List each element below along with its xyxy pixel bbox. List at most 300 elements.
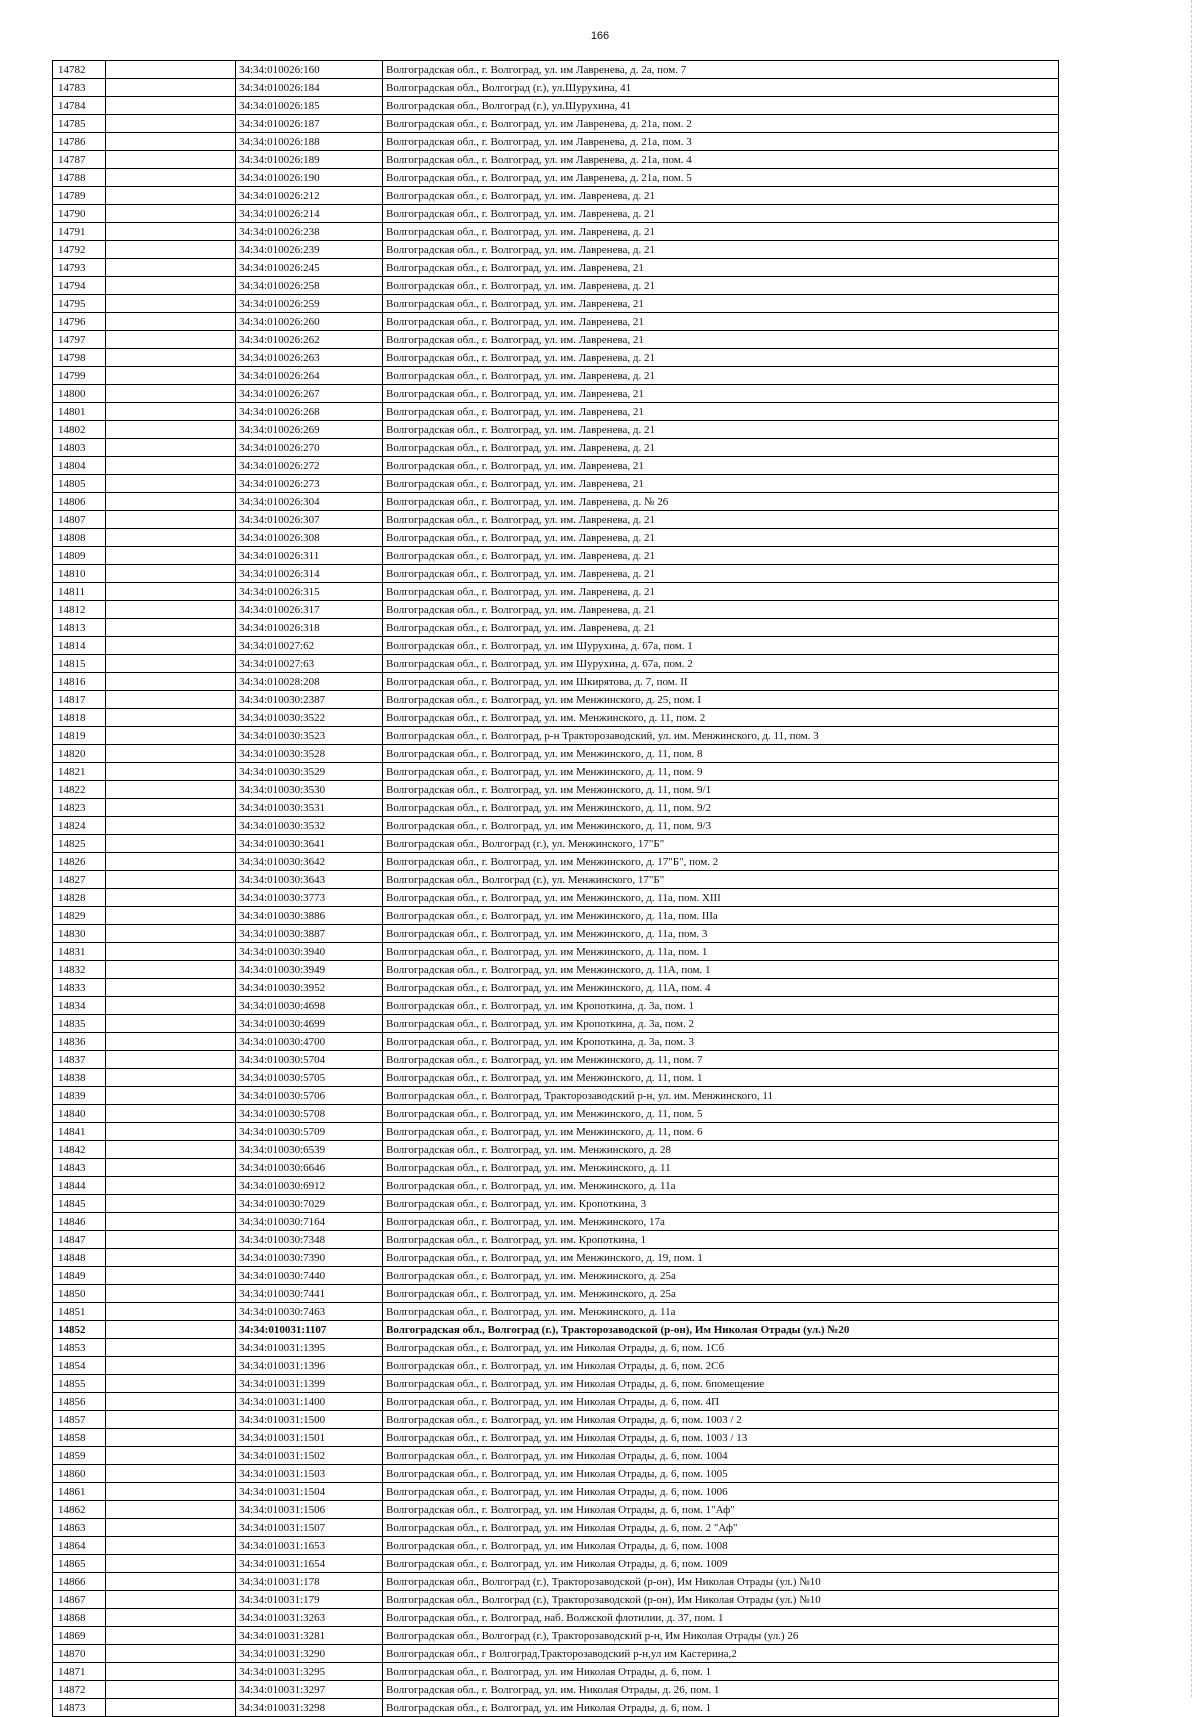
address-cell: Волгоградская обл., г. Волгоград, ул. им. Лавренева, 21	[383, 331, 1059, 349]
cadastral-number-cell: 34:34:010031:1502	[236, 1447, 383, 1465]
empty-cell	[106, 1087, 236, 1105]
address-cell: Волгоградская обл., г. Волгоград, ул. им Менжинского, д. 11, пом. 1	[383, 1069, 1059, 1087]
table-row	[53, 1519, 1059, 1537]
address-cell: Волгоградская обл., Волгоград (г.), ул.Шурухина, 41	[383, 97, 1059, 115]
row-number-cell: 14803	[53, 439, 106, 457]
table-row	[53, 1393, 1059, 1411]
cadastral-number-cell: 34:34:010026:239	[236, 241, 383, 259]
table-row	[53, 601, 1059, 619]
address-cell: Волгоградская обл., г. Волгоград, ул. им Менжинского, д. 11, пом. 6	[383, 1123, 1059, 1141]
address-cell: Волгоградская обл., г. Волгоград, ул. им Кропоткина, д. 3а, пом. 1	[383, 997, 1059, 1015]
address-cell: Волгоградская обл., г. Волгоград, ул. им Николая Отрады, д. 6, пом. 1004	[383, 1447, 1059, 1465]
table-row	[53, 1159, 1059, 1177]
cadastral-number-cell: 34:34:010031:1396	[236, 1357, 383, 1375]
cadastral-number-cell: 34:34:010030:7348	[236, 1231, 383, 1249]
table-row	[53, 259, 1059, 277]
table-row	[53, 1213, 1059, 1231]
row-number-cell: 14809	[53, 547, 106, 565]
table-row	[53, 1681, 1059, 1699]
row-number-cell: 14852	[53, 1321, 106, 1339]
row-number-cell: 14830	[53, 925, 106, 943]
table-row	[53, 943, 1059, 961]
empty-cell	[106, 565, 236, 583]
table-row	[53, 1627, 1059, 1645]
table-row	[53, 61, 1059, 79]
row-number-cell: 14804	[53, 457, 106, 475]
address-cell: Волгоградская обл., Волгоград (г.), Тракторозаводской (р-он), Им Николая Отрады (ул.) №10	[383, 1573, 1059, 1591]
table-row	[53, 763, 1059, 781]
cadastral-number-cell: 34:34:010030:7164	[236, 1213, 383, 1231]
row-number-cell: 14863	[53, 1519, 106, 1537]
cadastral-number-cell: 34:34:010030:3532	[236, 817, 383, 835]
empty-cell	[106, 1033, 236, 1051]
cadastral-number-cell: 34:34:010030:3528	[236, 745, 383, 763]
row-number-cell: 14810	[53, 565, 106, 583]
table-row	[53, 673, 1059, 691]
cadastral-number-cell: 34:34:010030:6539	[236, 1141, 383, 1159]
table-row	[53, 709, 1059, 727]
cadastral-number-cell: 34:34:010026:267	[236, 385, 383, 403]
row-number-cell: 14792	[53, 241, 106, 259]
address-cell: Волгоградская обл., г. Волгоград, ул. им. Лавренева, д. 21	[383, 277, 1059, 295]
table-row	[53, 781, 1059, 799]
cadastral-number-cell: 34:34:010026:264	[236, 367, 383, 385]
row-number-cell: 14825	[53, 835, 106, 853]
row-number-cell: 14818	[53, 709, 106, 727]
address-cell: Волгоградская обл., г. Волгоград, ул. им Николая Отрады, д. 6, пом. 1"Аф"	[383, 1501, 1059, 1519]
cadastral-number-cell: 34:34:010026:212	[236, 187, 383, 205]
address-cell: Волгоградская обл., г. Волгоград, ул. им Менжинского, д. 11А, пом. 1	[383, 961, 1059, 979]
address-cell: Волгоградская обл., г. Волгоград, ул. им Менжинского, д. 11а, пом. 3	[383, 925, 1059, 943]
address-cell: Волгоградская обл., г. Волгоград, ул. им Шурухина, д. 67а, пом. 1	[383, 637, 1059, 655]
cadastral-number-cell: 34:34:010030:5708	[236, 1105, 383, 1123]
address-cell: Волгоградская обл., г. Волгоград, ул. им. Николая Отрады, д. 26, пом. 1	[383, 1681, 1059, 1699]
table-row	[53, 169, 1059, 187]
table-row	[53, 133, 1059, 151]
table-row	[53, 1015, 1059, 1033]
row-number-cell: 14866	[53, 1573, 106, 1591]
row-number-cell: 14801	[53, 403, 106, 421]
address-cell: Волгоградская обл., г. Волгоград, ул. им. Лавренева, д. № 26	[383, 493, 1059, 511]
registry-table	[52, 60, 1059, 1717]
cadastral-number-cell: 34:34:010031:1507	[236, 1519, 383, 1537]
row-number-cell: 14790	[53, 205, 106, 223]
row-number-cell: 14822	[53, 781, 106, 799]
empty-cell	[106, 1141, 236, 1159]
table-row	[53, 1663, 1059, 1681]
table-row	[53, 1537, 1059, 1555]
address-cell: Волгоградская обл., г. Волгоград, ул. им Николая Отрады, д. 6, пом. 1	[383, 1663, 1059, 1681]
cadastral-number-cell: 34:34:010026:258	[236, 277, 383, 295]
empty-cell	[106, 403, 236, 421]
cadastral-number-cell: 34:34:010030:3887	[236, 925, 383, 943]
empty-cell	[106, 619, 236, 637]
address-cell: Волгоградская обл., Волгоград (г.), Тракторозаводской (р-он), Им Николая Отрады (ул.) №20	[383, 1321, 1059, 1339]
table-row	[53, 331, 1059, 349]
address-cell: Волгоградская обл., г. Волгоград, ул. им Менжинского, д. 11, пом. 9/2	[383, 799, 1059, 817]
table-row	[53, 583, 1059, 601]
row-number-cell: 14849	[53, 1267, 106, 1285]
empty-cell	[106, 727, 236, 745]
row-number-cell: 14813	[53, 619, 106, 637]
address-cell: Волгоградская обл., Волгоград (г.), ул. Менжинского, 17"Б"	[383, 835, 1059, 853]
address-cell: Волгоградская обл., г. Волгоград, ул. им Менжинского, д. 11а, пом. XIII	[383, 889, 1059, 907]
table-row	[53, 1231, 1059, 1249]
empty-cell	[106, 601, 236, 619]
row-number-cell: 14832	[53, 961, 106, 979]
row-number-cell: 14833	[53, 979, 106, 997]
table-row	[53, 1177, 1059, 1195]
address-cell: Волгоградская обл., г. Волгоград, наб. Волжской флотилии, д. 37, пом. 1	[383, 1609, 1059, 1627]
row-number-cell: 14784	[53, 97, 106, 115]
address-cell: Волгоградская обл., г. Волгоград, ул. им. Лавренева, 21	[383, 385, 1059, 403]
empty-cell	[106, 1123, 236, 1141]
cadastral-number-cell: 34:34:010030:6646	[236, 1159, 383, 1177]
address-cell: Волгоградская обл., г. Волгоград, ул. им Менжинского, д. 19, пом. 1	[383, 1249, 1059, 1267]
empty-cell	[106, 781, 236, 799]
cadastral-number-cell: 34:34:010026:314	[236, 565, 383, 583]
cadastral-number-cell: 34:34:010026:270	[236, 439, 383, 457]
row-number-cell: 14850	[53, 1285, 106, 1303]
cadastral-number-cell: 34:34:010031:1399	[236, 1375, 383, 1393]
cadastral-number-cell: 34:34:010031:1400	[236, 1393, 383, 1411]
address-cell: Волгоградская обл., г. Волгоград, ул. им Менжинского, д. 11, пом. 9/1	[383, 781, 1059, 799]
empty-cell	[106, 349, 236, 367]
table-row	[53, 115, 1059, 133]
row-number-cell: 14805	[53, 475, 106, 493]
row-number-cell: 14814	[53, 637, 106, 655]
cadastral-number-cell: 34:34:010026:304	[236, 493, 383, 511]
table-row	[53, 367, 1059, 385]
table-row	[53, 97, 1059, 115]
cadastral-number-cell: 34:34:010028:208	[236, 673, 383, 691]
table-row	[53, 1321, 1059, 1339]
row-number-cell: 14848	[53, 1249, 106, 1267]
empty-cell	[106, 1447, 236, 1465]
address-cell: Волгоградская обл., г. Волгоград, р-н Тракторозаводский, ул. им. Менжинского, д. 11, пом. 3	[383, 727, 1059, 745]
table-row	[53, 79, 1059, 97]
table-row	[53, 853, 1059, 871]
row-number-cell: 14819	[53, 727, 106, 745]
address-cell: Волгоградская обл., г. Волгоград, ул. им Менжинского, д. 11а, пом. IIIа	[383, 907, 1059, 925]
row-number-cell: 14800	[53, 385, 106, 403]
cadastral-number-cell: 34:34:010026:188	[236, 133, 383, 151]
empty-cell	[106, 1681, 236, 1699]
row-number-cell: 14823	[53, 799, 106, 817]
row-number-cell: 14859	[53, 1447, 106, 1465]
empty-cell	[106, 1213, 236, 1231]
table-row	[53, 1483, 1059, 1501]
empty-cell	[106, 1321, 236, 1339]
cadastral-number-cell: 34:34:010031:179	[236, 1591, 383, 1609]
address-cell: Волгоградская обл., г. Волгоград, ул. им Менжинского, д. 25, пом. I	[383, 691, 1059, 709]
table-row	[53, 277, 1059, 295]
table-row	[53, 727, 1059, 745]
cadastral-number-cell: 34:34:010026:245	[236, 259, 383, 277]
table-row	[53, 313, 1059, 331]
cadastral-number-cell: 34:34:010026:318	[236, 619, 383, 637]
empty-cell	[106, 1375, 236, 1393]
table-row	[53, 1105, 1059, 1123]
empty-cell	[106, 1249, 236, 1267]
empty-cell	[106, 115, 236, 133]
empty-cell	[106, 1483, 236, 1501]
address-cell: Волгоградская обл., г. Волгоград, ул. им. Лавренева, д. 21	[383, 187, 1059, 205]
table-row	[53, 655, 1059, 673]
empty-cell	[106, 745, 236, 763]
cadastral-number-cell: 34:34:010031:1506	[236, 1501, 383, 1519]
address-cell: Волгоградская обл., г. Волгоград, ул. им. Менжинского, д. 11, пом. 2	[383, 709, 1059, 727]
address-cell: Волгоградская обл., г. Волгоград, ул. им. Лавренева, д. 21	[383, 241, 1059, 259]
cadastral-number-cell: 34:34:010026:262	[236, 331, 383, 349]
empty-cell	[106, 313, 236, 331]
table-row	[53, 1051, 1059, 1069]
address-cell: Волгоградская обл., г. Волгоград, ул. им Лавренева, д. 21а, пом. 2	[383, 115, 1059, 133]
address-cell: Волгоградская обл., г. Волгоград, ул. им Николая Отрады, д. 6, пом. 2Сб	[383, 1357, 1059, 1375]
empty-cell	[106, 1573, 236, 1591]
address-cell: Волгоградская обл., г. Волгоград, ул. им. Лавренева, д. 21	[383, 583, 1059, 601]
address-cell: Волгоградская обл., Волгоград (г.), Тракторозаводский р-н, Им Николая Отрады (ул.) 26	[383, 1627, 1059, 1645]
empty-cell	[106, 799, 236, 817]
row-number-cell: 14857	[53, 1411, 106, 1429]
address-cell: Волгоградская обл., г. Волгоград, ул. им Николая Отрады, д. 6, пом. 1003 / 13	[383, 1429, 1059, 1447]
row-number-cell: 14868	[53, 1609, 106, 1627]
cadastral-number-cell: 34:34:010031:3290	[236, 1645, 383, 1663]
row-number-cell: 14867	[53, 1591, 106, 1609]
address-cell: Волгоградская обл., г. Волгоград, ул. им. Лавренева, д. 21	[383, 511, 1059, 529]
cadastral-number-cell: 34:34:010031:3281	[236, 1627, 383, 1645]
row-number-cell: 14839	[53, 1087, 106, 1105]
address-cell: Волгоградская обл., г. Волгоград, ул. им Лавренева, д. 21а, пом. 3	[383, 133, 1059, 151]
row-number-cell: 14788	[53, 169, 106, 187]
table-row	[53, 1303, 1059, 1321]
empty-cell	[106, 1195, 236, 1213]
address-cell: Волгоградская обл., г. Волгоград, ул. им Николая Отрады, д. 6, пом. 4П	[383, 1393, 1059, 1411]
cadastral-number-cell: 34:34:010026:185	[236, 97, 383, 115]
cadastral-number-cell: 34:34:010026:307	[236, 511, 383, 529]
address-cell: Волгоградская обл., г. Волгоград, ул. им Менжинского, д. 11, пом. 8	[383, 745, 1059, 763]
row-number-cell: 14841	[53, 1123, 106, 1141]
registry-table-body	[53, 61, 1059, 1717]
address-cell: Волгоградская обл., г. Волгоград, ул. им. Лавренева, 21	[383, 475, 1059, 493]
table-row	[53, 1033, 1059, 1051]
empty-cell	[106, 1051, 236, 1069]
table-row	[53, 1429, 1059, 1447]
address-cell: Волгоградская обл., г. Волгоград, ул. им Менжинского, д. 11а, пом. 1	[383, 943, 1059, 961]
cadastral-number-cell: 34:34:010026:184	[236, 79, 383, 97]
table-row	[53, 403, 1059, 421]
empty-cell	[106, 1357, 236, 1375]
address-cell: Волгоградская обл., г. Волгоград, ул. им Лавренева, д. 2а, пом. 7	[383, 61, 1059, 79]
address-cell: Волгоградская обл., г. Волгоград, ул. им Лавренева, д. 21а, пом. 4	[383, 151, 1059, 169]
empty-cell	[106, 709, 236, 727]
cadastral-number-cell: 34:34:010026:317	[236, 601, 383, 619]
cadastral-number-cell: 34:34:010030:4698	[236, 997, 383, 1015]
row-number-cell: 14835	[53, 1015, 106, 1033]
address-cell: Волгоградская обл., г. Волгоград, ул. им Николая Отрады, д. 6, пом. 1003 / 2	[383, 1411, 1059, 1429]
row-number-cell: 14873	[53, 1699, 106, 1717]
table-row	[53, 457, 1059, 475]
address-cell: Волгоградская обл., г. Волгоград, ул. им. Лавренева, 21	[383, 313, 1059, 331]
row-number-cell: 14802	[53, 421, 106, 439]
empty-cell	[106, 331, 236, 349]
row-number-cell: 14846	[53, 1213, 106, 1231]
cadastral-number-cell: 34:34:010030:3529	[236, 763, 383, 781]
empty-cell	[106, 637, 236, 655]
cadastral-number-cell: 34:34:010030:3886	[236, 907, 383, 925]
table-row	[53, 1087, 1059, 1105]
cadastral-number-cell: 34:34:010031:1504	[236, 1483, 383, 1501]
row-number-cell: 14795	[53, 295, 106, 313]
row-number-cell: 14843	[53, 1159, 106, 1177]
row-number-cell: 14838	[53, 1069, 106, 1087]
cadastral-number-cell: 34:34:010026:308	[236, 529, 383, 547]
address-cell: Волгоградская обл., г. Волгоград, ул. им. Лавренева, д. 21	[383, 367, 1059, 385]
cadastral-number-cell: 34:34:010031:3295	[236, 1663, 383, 1681]
row-number-cell: 14791	[53, 223, 106, 241]
address-cell: Волгоградская обл., г. Волгоград, ул. им Менжинского, д. 11, пом. 5	[383, 1105, 1059, 1123]
row-number-cell: 14785	[53, 115, 106, 133]
empty-cell	[106, 133, 236, 151]
table-row	[53, 151, 1059, 169]
table-row	[53, 745, 1059, 763]
cadastral-number-cell: 34:34:010030:3523	[236, 727, 383, 745]
cadastral-number-cell: 34:34:010026:315	[236, 583, 383, 601]
empty-cell	[106, 1537, 236, 1555]
table-row	[53, 1501, 1059, 1519]
address-cell: Волгоградская обл., г. Волгоград, ул. им Менжинского, д. 11А, пом. 4	[383, 979, 1059, 997]
address-cell: Волгоградская обл., г. Волгоград, ул. им. Лавренева, д. 21	[383, 619, 1059, 637]
cadastral-number-cell: 34:34:010026:187	[236, 115, 383, 133]
empty-cell	[106, 1429, 236, 1447]
address-cell: Волгоградская обл., г. Волгоград, ул. им Кропоткина, д. 3а, пом. 2	[383, 1015, 1059, 1033]
empty-cell	[106, 493, 236, 511]
address-cell: Волгоградская обл., г. Волгоград, ул. им Кропоткина, д. 3а, пом. 3	[383, 1033, 1059, 1051]
address-cell: Волгоградская обл., г. Волгоград, ул. им. Лавренева, д. 21	[383, 223, 1059, 241]
row-number-cell: 14864	[53, 1537, 106, 1555]
row-number-cell: 14811	[53, 583, 106, 601]
cadastral-number-cell: 34:34:010030:5705	[236, 1069, 383, 1087]
table-row	[53, 1699, 1059, 1717]
table-row	[53, 421, 1059, 439]
empty-cell	[106, 241, 236, 259]
table-row	[53, 529, 1059, 547]
table-row	[53, 1465, 1059, 1483]
empty-cell	[106, 1645, 236, 1663]
address-cell: Волгоградская обл., г. Волгоград, ул. им Менжинского, д. 17"Б", пом. 2	[383, 853, 1059, 871]
empty-cell	[106, 979, 236, 997]
table-row	[53, 439, 1059, 457]
address-cell: Волгоградская обл., г. Волгоград, ул. им. Менжинского, 17а	[383, 1213, 1059, 1231]
empty-cell	[106, 1303, 236, 1321]
empty-cell	[106, 1069, 236, 1087]
table-row	[53, 691, 1059, 709]
row-number-cell: 14824	[53, 817, 106, 835]
page-number: 166	[590, 30, 610, 42]
registry-table-container	[52, 60, 1058, 1714]
empty-cell	[106, 367, 236, 385]
table-row	[53, 241, 1059, 259]
empty-cell	[106, 475, 236, 493]
cadastral-number-cell: 34:34:010026:160	[236, 61, 383, 79]
row-number-cell: 14842	[53, 1141, 106, 1159]
table-row	[53, 475, 1059, 493]
cadastral-number-cell: 34:34:010031:1501	[236, 1429, 383, 1447]
address-cell: Волгоградская обл., Волгоград (г.), ул.Шурухина, 41	[383, 79, 1059, 97]
address-cell: Волгоградская обл., г. Волгоград, ул. им. Кропоткина, 1	[383, 1231, 1059, 1249]
address-cell: Волгоградская обл., г. Волгоград, ул. им Николая Отрады, д. 6, пом. 1Сб	[383, 1339, 1059, 1357]
address-cell: Волгоградская обл., г. Волгоград, ул. им. Менжинского, д. 28	[383, 1141, 1059, 1159]
empty-cell	[106, 583, 236, 601]
cadastral-number-cell: 34:34:010030:4699	[236, 1015, 383, 1033]
address-cell: Волгоградская обл., г. Волгоград, ул. им. Кропоткина, 3	[383, 1195, 1059, 1213]
address-cell: Волгоградская обл., г. Волгоград, ул. им. Менжинского, д. 25а	[383, 1267, 1059, 1285]
cadastral-number-cell: 34:34:010030:3643	[236, 871, 383, 889]
row-number-cell: 14865	[53, 1555, 106, 1573]
row-number-cell: 14789	[53, 187, 106, 205]
empty-cell	[106, 1339, 236, 1357]
address-cell: Волгоградская обл., г. Волгоград, ул. им. Лавренева, д. 21	[383, 529, 1059, 547]
empty-cell	[106, 1519, 236, 1537]
empty-cell	[106, 835, 236, 853]
address-cell: Волгоградская обл., г. Волгоград, ул. им Шкирятова, д. 7, пом. II	[383, 673, 1059, 691]
empty-cell	[106, 961, 236, 979]
cadastral-number-cell: 34:34:010030:3949	[236, 961, 383, 979]
cadastral-number-cell: 34:34:010026:260	[236, 313, 383, 331]
table-row	[53, 1069, 1059, 1087]
empty-cell	[106, 1609, 236, 1627]
row-number-cell: 14854	[53, 1357, 106, 1375]
row-number-cell: 14853	[53, 1339, 106, 1357]
row-number-cell: 14797	[53, 331, 106, 349]
cadastral-number-cell: 34:34:010030:7463	[236, 1303, 383, 1321]
address-cell: Волгоградская обл., г. Волгоград, ул. им Николая Отрады, д. 6, пом. 1009	[383, 1555, 1059, 1573]
row-number-cell: 14817	[53, 691, 106, 709]
table-row	[53, 205, 1059, 223]
row-number-cell: 14786	[53, 133, 106, 151]
table-row	[53, 1411, 1059, 1429]
table-row	[53, 925, 1059, 943]
table-row	[53, 349, 1059, 367]
empty-cell	[106, 1015, 236, 1033]
cadastral-number-cell: 34:34:010031:3297	[236, 1681, 383, 1699]
row-number-cell: 14806	[53, 493, 106, 511]
row-number-cell: 14796	[53, 313, 106, 331]
empty-cell	[106, 295, 236, 313]
table-row	[53, 619, 1059, 637]
table-row	[53, 907, 1059, 925]
address-cell: Волгоградская обл., г. Волгоград, ул. им. Лавренева, д. 21	[383, 439, 1059, 457]
empty-cell	[106, 1231, 236, 1249]
row-number-cell: 14827	[53, 871, 106, 889]
row-number-cell: 14820	[53, 745, 106, 763]
row-number-cell: 14871	[53, 1663, 106, 1681]
table-row	[53, 1123, 1059, 1141]
row-number-cell: 14798	[53, 349, 106, 367]
cadastral-number-cell: 34:34:010031:1107	[236, 1321, 383, 1339]
cadastral-number-cell: 34:34:010026:268	[236, 403, 383, 421]
cadastral-number-cell: 34:34:010027:63	[236, 655, 383, 673]
table-row	[53, 817, 1059, 835]
empty-cell	[106, 1627, 236, 1645]
cadastral-number-cell: 34:34:010031:178	[236, 1573, 383, 1591]
cadastral-number-cell: 34:34:010030:3642	[236, 853, 383, 871]
address-cell: Волгоградская обл., г. Волгоград, ул. им. Лавренева, д. 21	[383, 349, 1059, 367]
empty-cell	[106, 871, 236, 889]
row-number-cell: 14837	[53, 1051, 106, 1069]
empty-cell	[106, 259, 236, 277]
address-cell: Волгоградская обл., Волгоград (г.), Тракторозаводской (р-он), Им Николая Отрады (ул.) №10	[383, 1591, 1059, 1609]
